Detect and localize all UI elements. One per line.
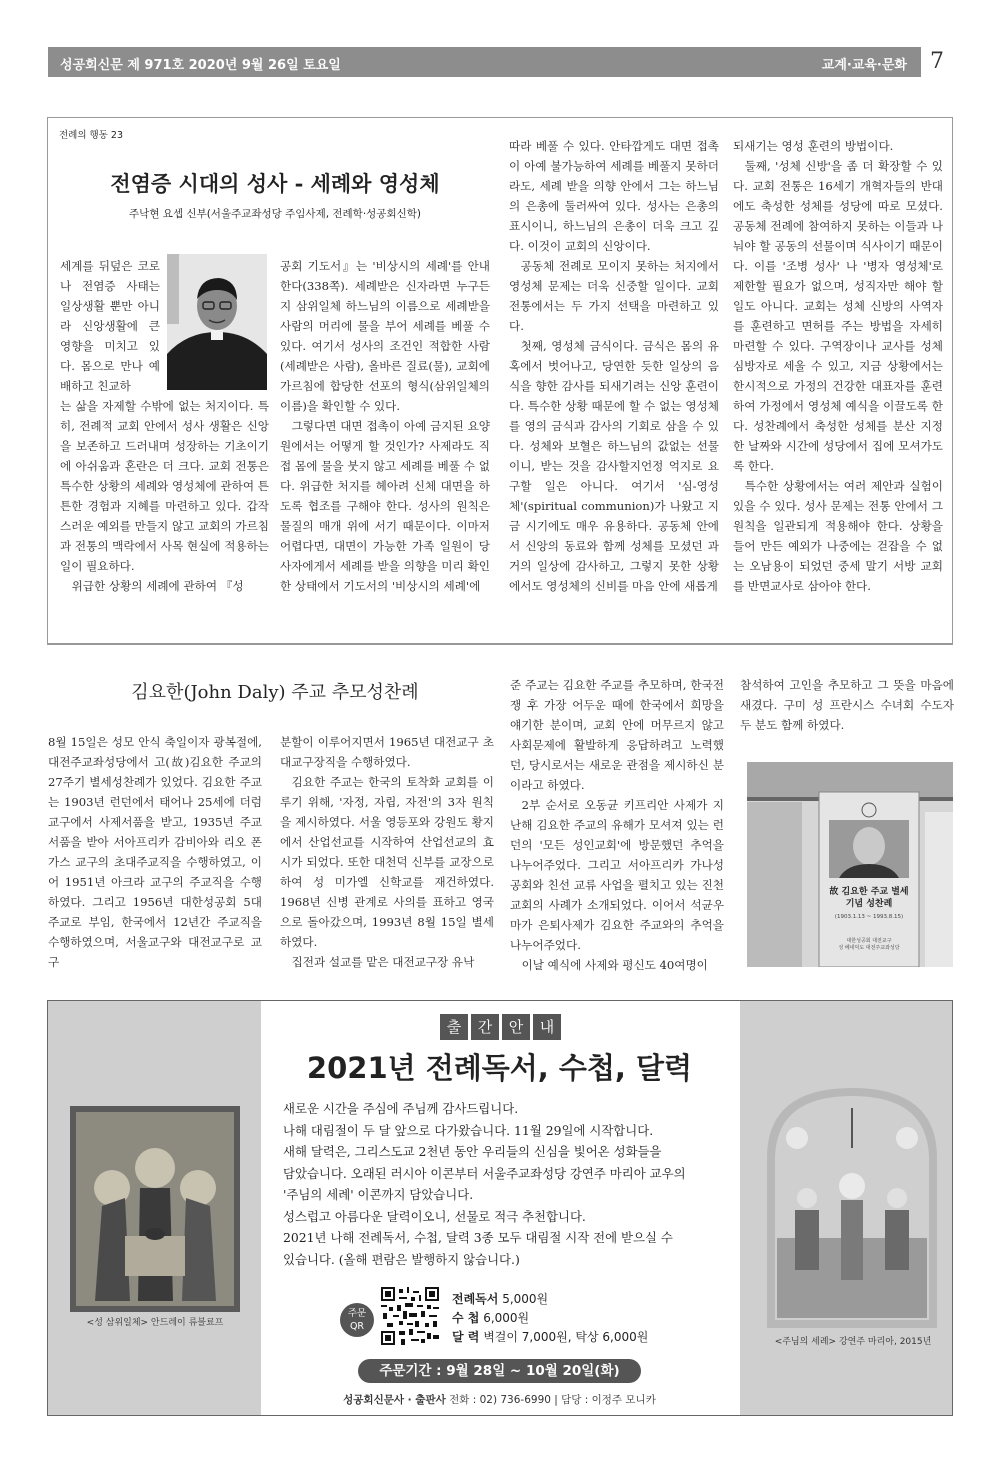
article2-col1: 8월 15일은 성모 안식 축일이자 광복절에, 대전주교좌성당에서 고(故)김요한 주교의 27주기 별세성찬례가 있었다. 김요한 주교는 1903년 런던에서 태어나 25세에 더럼교구에서 사제서품을 받고, 1935년 주교서품을 받아 서아프리카 감비아와 리오 폰가스 교구의 초대주교직을 수행하였고, 이어 1951년 아크라 교구의 주교직을 수행하였다. 그리고 1956년 대한성공회 5대 주교로 부임, 한국에서 12년간 주교직을 수행하였으며, 서울교구와 대전교구로 교구	[48, 735, 262, 969]
ad-body-line: 나해 대림절이 두 달 앞으로 다가왔습니다. 11월 29일에 시작합니다.	[283, 1122, 654, 1138]
article2-title: 김요한(John Daly) 주교 추모성찬례	[131, 682, 419, 703]
series-label: 전례의 행동 23	[59, 130, 124, 141]
order-qr-code[interactable]	[381, 1287, 439, 1345]
article2-col3-p2: 2부 순서로 오동균 키프리안 사제가 지난해 김요한 주교의 유해가 모셔져 있는 런던의 '모든 성인교회'에 방문했던 추억을 나누어주었다. 그리고 서아프리카 가나성공회와 친선 교류 사업을 펼치고 있는 진천교회의 사례가 소개되었다. 이어서 석균우 마가 은퇴사제가 김요한 주교와의 추억을 나누어주었다.	[510, 798, 724, 952]
article2-col2-p2: 김요한 주교는 한국의 토착화 교회를 이루기 위해, '자정, 자립, 자전'의 3자 원칙을 제시하였다. 서울 영등포와 강원도 황지에서 산업선교를 시작하여 산업선교의 효시가 되었다. 또한 대천덕 신부를 교장으로 하여 성 미가엘 신학교를 재건하였다. 1968년 신병 관계로 사의를 표하고 영국으로 돌아갔으며, 1993년 8월 15일 별세하였다.	[280, 775, 494, 949]
author-photo	[167, 254, 267, 390]
article1-col2-p2: 그렇다면 대면 접촉이 아예 금지된 요양원에서는 어떻게 할 것인가? 사제라도 직접 몸에 물을 붓지 않고 세례를 베풀 수 없다. 위급한 처지를 헤아려 신체 대면을 하도록 협조를 구해야 한다. 성사의 원칙은 물질의 매개 위에 서기 때문이다. 이마저 어렵다면, 대면이 가능한 가족 일원이 당사자에게서 세례를 받을 의향을 미리 확인한 상태에서 기도서의 '비상시의 세례'에	[280, 419, 490, 593]
price-list	[452, 1290, 648, 1347]
article-title: 전염증 시대의 성사 - 세례와 영성체	[110, 171, 440, 196]
header-issue-info: 성공회신문 제 971호 2020년 9월 26일 토요일	[60, 58, 341, 73]
article-byline: 주낙현 요셉 신부(서울주교좌성당 주임사제, 전례학·성공회신학)	[129, 208, 421, 220]
article1-col1	[60, 396, 269, 596]
ad-body-line: 새로운 시간을 주심에 주님께 감사드립니다.	[283, 1101, 519, 1116]
article2-col4: 참석하여 고인을 추모하고 그 뜻을 마음에 새겼다. 구미 성 프란시스 수녀회 수도자 두 분도 함께 하였다.	[740, 678, 954, 732]
publisher-name: 성공회신문사 · 출판사	[343, 1394, 446, 1406]
price-item-name: 수 첩	[452, 1311, 480, 1325]
price-item	[452, 1328, 648, 1347]
page-number: 7	[919, 47, 953, 77]
article1-col3-p2: 공동체 전례로 모이지 못하는 처지에서 영성체 문제는 더욱 신중할 일이다. 교회 전통에서는 두 가지 선택을 마련하고 있다.	[509, 259, 719, 333]
banner-title: 故 김요한 주교 별세 기념 성찬례	[829, 887, 909, 909]
article1-col4	[733, 136, 943, 596]
ad-body	[283, 1098, 703, 1270]
article2-col3-p3: 이날 예식에 사제와 평신도 40여명이	[521, 958, 708, 972]
price-item	[452, 1290, 648, 1309]
ad-body-line: 있습니다. (올해 편람은 발행하지 않습니다.)	[283, 1251, 520, 1267]
page-header	[48, 47, 953, 77]
ad-tag-char: 간	[471, 1014, 499, 1040]
article1-col1-text: 는 삶을 자제할 수밖에 없는 처지이다. 특히, 전례적 교회 안에서 성사 생활은 신앙을 보존하고 드러내며 성장하는 기초이기에 아쉬움과 혼란은 더 크다. 교회 전통은 특수한 상황의 세례와 영성체에 관하여 튼튼한 경험과 지혜를 마련하고 있다. 갑작스러운 예외를 만들지 않고 교회의 가르침과 전통의 맥락에서 사목 현실에 적용하는 일이 필요하다.	[60, 399, 269, 573]
price-item-value: 6,000원	[483, 1311, 530, 1325]
publisher-contact	[262, 1392, 737, 1407]
price-item-value: 벽걸이 7,000원, 탁상 6,000원	[483, 1330, 649, 1344]
price-item-value: 5,000원	[502, 1292, 549, 1306]
ad-tag-char: 출	[440, 1014, 468, 1040]
article2-col3-p1: 준 주교는 김요한 주교를 추모하며, 한국전쟁 후 가장 어두운 때에 한국에서 희망을 얘기한 분이며, 교회 안에 머무르지 않고 사회문제에 활발하게 응답하려고 노력했던, 당시로서는 새로운 관점을 제시하신 분이라고 하였다.	[510, 678, 724, 792]
banner-subtitle: 대한성공회 대전교구 성 베네딕도 대전주교좌성당	[838, 938, 900, 951]
order-qr-label-text: 주문 QR	[347, 1308, 367, 1332]
banner-dates: (1903.1.13 ~ 1993.8.15)	[834, 914, 904, 920]
price-item-name: 전례독서	[452, 1292, 499, 1306]
article1-col2	[280, 256, 490, 596]
memorial-banner-photo	[747, 762, 953, 967]
article1-col4-p1: 되새기는 영성 훈련의 방법이다.	[733, 139, 894, 153]
article1-col2-p1: 공회 기도서』는 '비상시의 세례'를 안내한다(338쪽). 세례받은 신자라면 누구든지 삼위일체 하느님의 이름으로 세례받을 사람의 머리에 물을 부어 세례를 베풀 수 있다. 여기서 성사의 조건인 적합한 사람(세례받은 사람), 올바른 질료(물), 교회에 가르침에 합당한 선포의 형식(삼위일체의 이름)을 확인할 수 있다.	[280, 259, 490, 413]
ad-body-line: 성스럽고 아름다운 달력이오니, 선물로 적극 추천합니다.	[283, 1208, 586, 1224]
ad-title: 2021년 전례독서, 수첩, 달력	[306, 1051, 693, 1085]
article2-col3	[510, 675, 724, 975]
ad-tag-char: 안	[502, 1014, 530, 1040]
order-qr-label	[340, 1303, 374, 1337]
publisher-phone: 전화 : 02) 736-6990 | 담당 : 이정주 모니카	[449, 1394, 656, 1406]
ad-body-line: 담았습니다. 오래된 러시아 이콘부터 서울주교좌성당 강연주 마리아 교우의	[283, 1165, 686, 1181]
article2-col2-p1: 분할이 이루어지면서 1965년 대전교구 초대교구장직을 수행하였다.	[280, 735, 494, 769]
article2-col2-p3: 집전과 설교를 맡은 대전교구장 유낙	[291, 955, 475, 969]
trinity-icon-image	[70, 1106, 240, 1312]
article2-divider	[47, 644, 953, 645]
ad-caption-left: <성 삼위일체> 안드레이 류블료프	[86, 1318, 224, 1328]
header-section: 교계·교육·문화	[821, 58, 907, 73]
price-item-name: 달 력	[452, 1330, 480, 1344]
article1-col3-p1: 따라 베풀 수 있다. 안타깝게도 대면 접촉이 아예 불가능하여 세례를 베풀지 못하더라도, 세례 받을 의향 안에서 그는 하느님의 은총에 둘러싸여 있다. 성사는 은총의 표시이니, 하느님의 은총이 더욱 크고 깊다. 이것이 교회의 신앙이다.	[509, 139, 719, 253]
ad-tag	[440, 1014, 561, 1040]
ad-caption-right: <주님의 세례> 강연주 마리아, 2015년	[774, 1337, 932, 1347]
article1-col4-p3: 특수한 상황에서는 여러 제안과 실험이 있을 수 있다. 성사 문제는 전통 안에서 그 원칙을 일관되게 적용해야 한다. 상황을 들어 만든 예외가 나중에는 걷잡을 수 없는 오남용이 되었던 중세 말기 서방 교회를 반면교사로 삼아야 한다.	[733, 479, 943, 593]
price-item	[452, 1309, 648, 1328]
order-period: 주문기간 : 9월 28일 ~ 10월 20일(화)	[358, 1359, 641, 1383]
ad-body-line: 새해 달력은, 그리스도교 2천년 동안 우리들의 신심을 빛어온 성화들을	[283, 1144, 662, 1159]
article1-col3	[509, 136, 719, 596]
baptism-icon-image	[767, 1088, 937, 1328]
article2-col2	[280, 732, 494, 972]
article1-col1-wrap: 세계를 뒤덮은 코로나 전염증 사태는 일상생활 뿐만 아니라 신앙생활에 큰 영향을 미치고 있다. 몸으로 만나 예배하고 친교하	[60, 259, 160, 393]
ad-body-line: 2021년 나해 전례독서, 수첩, 달력 3종 모두 대림절 시작 전에 받으실 수	[283, 1230, 673, 1245]
article1-col4-p2: 둘째, '성체 신방'을 좀 더 확장할 수 있다. 교회 전통은 16세기 개혁자들의 반대에도 축성한 성체를 성당에 따로 모셨다. 공동체 전례에 참여하지 못하는 이들과 나눠야 할 공동의 선물이며 식사이기 때문이다. 이를 '조병 성사' 나 '병자 영성체'로 제한할 필요가 없으며, 성직자만 해야 할 일도 아니다. 교회는 성체 신방의 사역자를 훈련하고 면허를 주는 방법을 자세히 마련할 수 있다. 구역장이나 교사를 성체 심방자로 세울 수 있고, 지금 상황에서는 한시적으로 가정의 건강한 대표자를 훈련하여 가정에서 영성체 예식을 이끌도록 한다. 성찬례에서 축성한 성체를 분산 지정한 날짜와 시간에 성당에서 집에 모셔가도록 한다.	[733, 159, 943, 473]
article1-col1-last: 위급한 상황의 세례에 관하여 『성	[71, 579, 244, 593]
article1-col3-p3: 첫째, 영성체 금식이다. 금식은 몸의 유혹에서 벗어나고, 당연한 듯한 일상의 음식을 향한 감사를 되새기려는 신앙 훈련이다. 특수한 상황 때문에 할 수 없는 영성체를 영의 금식과 감사의 기회로 삼을 수 있다. 성체와 보혈은 하느님의 값없는 선물이니, 받는 것을 감사할지언정 억지로 요구할 일은 아니다. 여기서 '심-영성체'(spiritual communion)가 나왔고 지금 시기에도 매우 유용하다. 공동체 안에서 신앙의 동료와 함께 성체를 모셨던 과거의 일상에 감사하고, 그렇지 못한 상황에서도 영성체의 신비를 마음 안에 새롭게	[509, 339, 719, 593]
ad-tag-char: 내	[533, 1014, 561, 1040]
ad-body-line: '주님의 세례' 이콘까지 담았습니다.	[283, 1187, 474, 1202]
